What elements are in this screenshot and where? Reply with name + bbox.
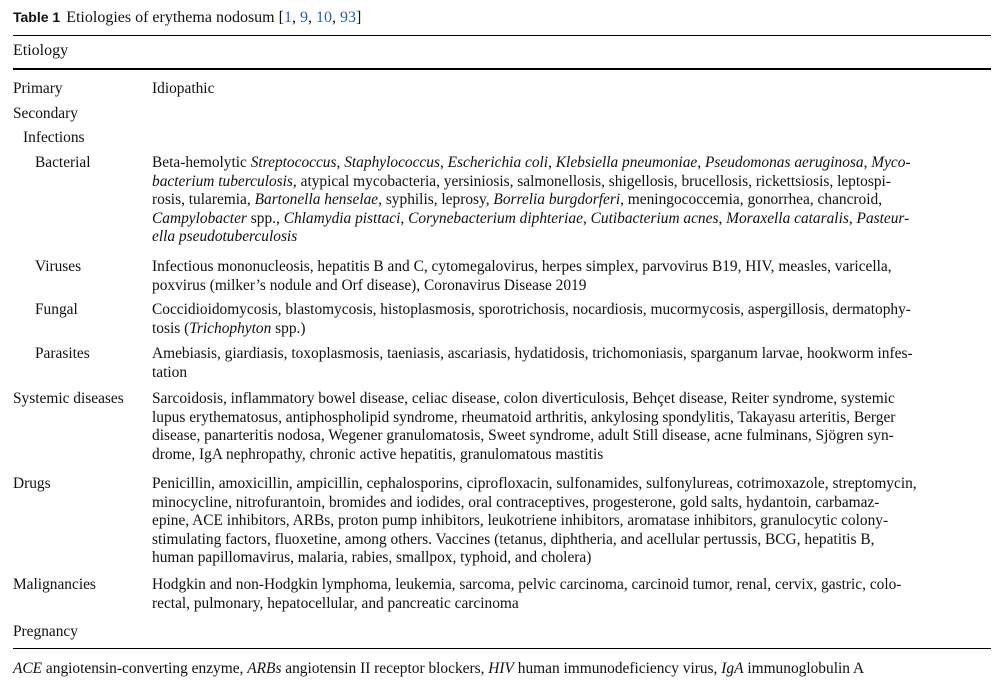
description-line: Penicillin, amoxicillin, ampicillin, cephalosporins, ciprofloxacin, sulfonamides, sulfonylureas, cotrimoxazole, streptomycin, bbox=[152, 475, 917, 492]
table-footnote bbox=[13, 660, 864, 678]
description-line: epine, ACE inhibitors, ARBs, proton pump inhibitors, leukotriene inhibitors, aromatase inhibitors, granulocytic colony- bbox=[152, 512, 889, 530]
description-line: Amebiasis, giardiasis, toxoplasmosis, taeniasis, ascariasis, hydatidosis, trichomoniasis, sparganum larvae, hookworm infes- bbox=[152, 345, 913, 362]
row-category: Fungal bbox=[35, 301, 78, 318]
table-caption: Table 1 Etiologies of erythema nodosum [1, 9, 10, 93] bbox=[13, 9, 362, 26]
footnote-abbreviation: IgA bbox=[721, 660, 744, 677]
description-line: Campylobacter spp., Chlamydia pisttaci, Corynebacterium diphteriae, Cutibacterium acnes, Moraxella cataralis, Pasteur- bbox=[152, 209, 910, 227]
footnote-abbreviation: ARBs bbox=[247, 660, 282, 677]
description-line: lupus erythematosus, antiphospholipid syndrome, rheumatoid arthritis, ankylosing spondylitis, Takayasu arteritis, Berger bbox=[152, 408, 896, 426]
footnote-definition: immunoglobulin A bbox=[743, 660, 865, 677]
row-description bbox=[152, 154, 990, 247]
description-line: tosis (Trichophyton spp.) bbox=[152, 319, 306, 337]
row-category: Secondary bbox=[13, 105, 78, 122]
row-description bbox=[152, 576, 990, 613]
caption-close: ] bbox=[355, 9, 362, 26]
description-line: bacterium tuberculosis, atypical mycobacteria, yersiniosis, salmonellosis, shigellosis, brucellosis, rickettsiosis, leptospi- bbox=[152, 172, 891, 190]
description-line: tation bbox=[152, 363, 188, 381]
row-description bbox=[152, 258, 990, 295]
row-category: Bacterial bbox=[35, 154, 91, 171]
table-label: Table 1 bbox=[13, 9, 61, 25]
description-line: ella pseudotuberculosis bbox=[152, 228, 298, 246]
reference-link[interactable]: 93 bbox=[339, 9, 356, 26]
row-description bbox=[152, 475, 990, 568]
footnote-definition: angiotensin-converting enzyme, bbox=[42, 660, 248, 677]
description-line: minocycline, nitrofurantoin, bromides and iodides, oral contraceptives, progesterone, gold salts, hydantoin, carbamaz- bbox=[152, 493, 880, 511]
description-line: rosis, tularemia, Bartonella henselae, syphilis, leprosy, Borrelia burgdorferi, meningococcemia, gonorrhea, chancroid, bbox=[152, 191, 883, 209]
description-line: rectal, pulmonary, hepatocellular, and pancreatic carcinoma bbox=[152, 594, 519, 612]
column-header-etiology: Etiology bbox=[13, 42, 69, 59]
description-line: poxvirus (milker’s nodule and Orf disease), Coronavirus Disease 2019 bbox=[152, 276, 587, 294]
row-description bbox=[152, 345, 990, 382]
row-category: Infections bbox=[23, 129, 85, 146]
row-description bbox=[152, 301, 990, 338]
row-category: Pregnancy bbox=[13, 623, 78, 640]
caption-text: Etiologies of erythema nodosum [ bbox=[66, 9, 284, 26]
reference-link[interactable]: 10 bbox=[315, 9, 332, 26]
description-line: Coccidioidomycosis, blastomycosis, histoplasmosis, sporotrichosis, nocardiosis, mucormycosis, aspergillosis, dermatophy- bbox=[152, 301, 911, 318]
row-category: Drugs bbox=[13, 475, 51, 492]
description-line: drome, IgA nephropathy, chronic active hepatitis, granulomatous mastitis bbox=[152, 445, 604, 463]
description-line: Infectious mononucleosis, hepatitis B and C, cytomegalovirus, herpes simplex, parvovirus B19, HIV, measles, varicella, bbox=[152, 258, 892, 275]
row-category: Viruses bbox=[35, 258, 82, 275]
bottom-rule bbox=[13, 648, 991, 649]
top-rule bbox=[13, 35, 991, 36]
description-line: Sarcoidosis, inflammatory bowel disease, celiac disease, colon diverticulosis, Behçet disease, Reiter syndrome, systemic bbox=[152, 390, 895, 407]
reference-link[interactable]: 9 bbox=[299, 9, 308, 26]
row-description bbox=[152, 80, 990, 99]
row-category: Systemic diseases bbox=[13, 390, 124, 407]
description-line: Idiopathic bbox=[152, 80, 215, 97]
footnote-abbreviation: HIV bbox=[488, 660, 514, 677]
row-description bbox=[152, 390, 990, 464]
footnote-definition: human immunodeficiency virus, bbox=[513, 660, 722, 677]
description-line: Hodgkin and non-Hodgkin lymphoma, leukemia, sarcoma, pelvic carcinoma, carcinoid tumor, renal, cervix, gastric, colo- bbox=[152, 576, 902, 593]
reference-link[interactable]: 1 bbox=[283, 9, 292, 26]
description-line: stimulating factors, fluoxetine, among others. Vaccines (tetanus, diphtheria, and acellular pertussis, BCG, hepatitis B, bbox=[152, 530, 875, 548]
header-rule bbox=[13, 68, 991, 70]
description-line: disease, panarteritis nodosa, Wegener granulomatosis, Sweet syndrome, adult Still disease, acne fulminans, Sjögren syn- bbox=[152, 427, 894, 445]
description-line: human papillomavirus, malaria, rabies, smallpox, typhoid, and cholera) bbox=[152, 549, 592, 567]
description-line: Beta-hemolytic Streptococcus, Staphylococcus, Escherichia coli, Klebsiella pneumoniae, Pseudomonas aeruginosa, Myco- bbox=[152, 154, 911, 171]
row-category: Parasites bbox=[35, 345, 90, 362]
row-category: Malignancies bbox=[13, 576, 96, 593]
footnote-definition: angiotensin II receptor blockers, bbox=[281, 660, 489, 677]
footnote-abbreviation: ACE bbox=[13, 660, 43, 677]
row-category: Primary bbox=[13, 80, 63, 97]
